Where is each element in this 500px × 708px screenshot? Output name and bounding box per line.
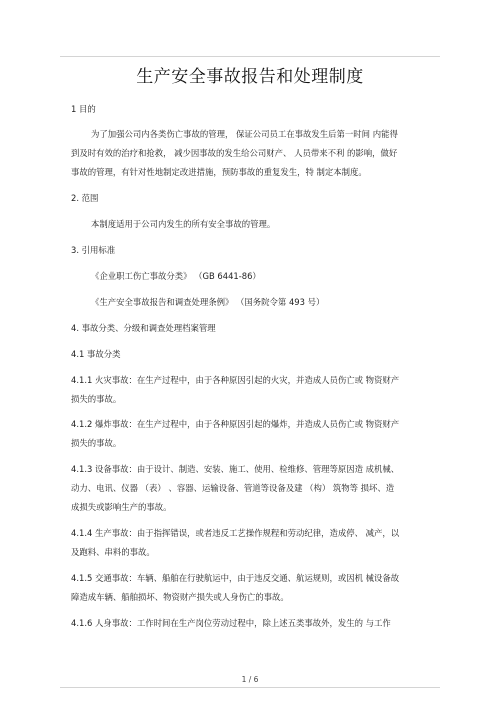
- clause-line: 动力、电讯、仪器 （表） 、容器、运输设备、管道等设备及建 （构） 筑物等 损坏、造: [71, 483, 395, 493]
- section-heading-4: 4. 事故分类、分级和调查处理档案管理: [71, 323, 216, 333]
- document-title: 生产安全事故报告和处理制度: [136, 67, 364, 87]
- footer-rule: [60, 687, 440, 688]
- clause-line: 成损失或影响生产的事故。: [71, 502, 172, 512]
- paragraph-line: 为了加强公司内各类伤亡事故的管理， 保证公司员工在事故发生后第一时间 内能得: [91, 129, 398, 139]
- reference-item: 《企业职工伤亡事故分类》 （GB 6441-86）: [91, 271, 261, 281]
- reference-item: 《生产安全事故报告和调查处理条例》 （国务院令第 493 号）: [91, 297, 325, 307]
- paragraph-line: 到及时有效的治疗和抢救， 减少因事故的发生给公司财产、 人员带来不利 的影响，做好: [71, 148, 398, 158]
- clause-line: 及跑料、串料的事故。: [71, 547, 155, 557]
- page-number: 1 / 6: [241, 675, 259, 684]
- clause-line: 4.1.6 人身事故：工作时间在生产岗位劳动过程中，除上述五类事故外，发生的 与工作: [71, 618, 391, 628]
- paragraph-line: 事故的管理，有针对性地制定改进措施，预防事故的重复发生，特 制定本制度。: [71, 167, 367, 177]
- header-rule: [60, 56, 440, 57]
- clause-line: 4.1.1 火灾事故：在生产过程中，由于各种原因引起的火灾，并造成人员伤亡或 物资财产: [71, 375, 400, 385]
- clause-line: 障造成车辆、船舶损坏、物资财产损失或人身伤亡的事故。: [71, 592, 289, 602]
- clause-line: 4.1.2 爆炸事故：在生产过程中，由于各种原因引起的爆炸，并造成人员伤亡或 物资财产: [71, 419, 400, 429]
- subsection-heading: 4.1 事故分类: [71, 349, 121, 359]
- section-heading-2: 2. 范围: [71, 193, 99, 203]
- clause-line: 4.1.3 设备事故：由于设计、制造、安装、施工、使用、检维修、管理等原因造 成机械、: [71, 464, 400, 474]
- clause-line: 4.1.4 生产事故：由于指挥错误，或者违反工艺操作规程和劳动纪律，造成停、 减产，以: [71, 528, 400, 538]
- section-heading-1: 1 目的: [71, 104, 96, 114]
- clause-line: 4.1.5 交通事故：车辆、船舶在行驶航运中，由于违反交通、航运规则，或因机 械设备故: [71, 573, 400, 583]
- clause-line: 损失的事故。: [71, 438, 122, 448]
- clause-line: 损失的事故。: [71, 394, 122, 404]
- section-heading-3: 3. 引用标准: [71, 245, 116, 255]
- paragraph-line: 本制度适用于公司内发生的所有安全事故的管理。: [91, 219, 276, 229]
